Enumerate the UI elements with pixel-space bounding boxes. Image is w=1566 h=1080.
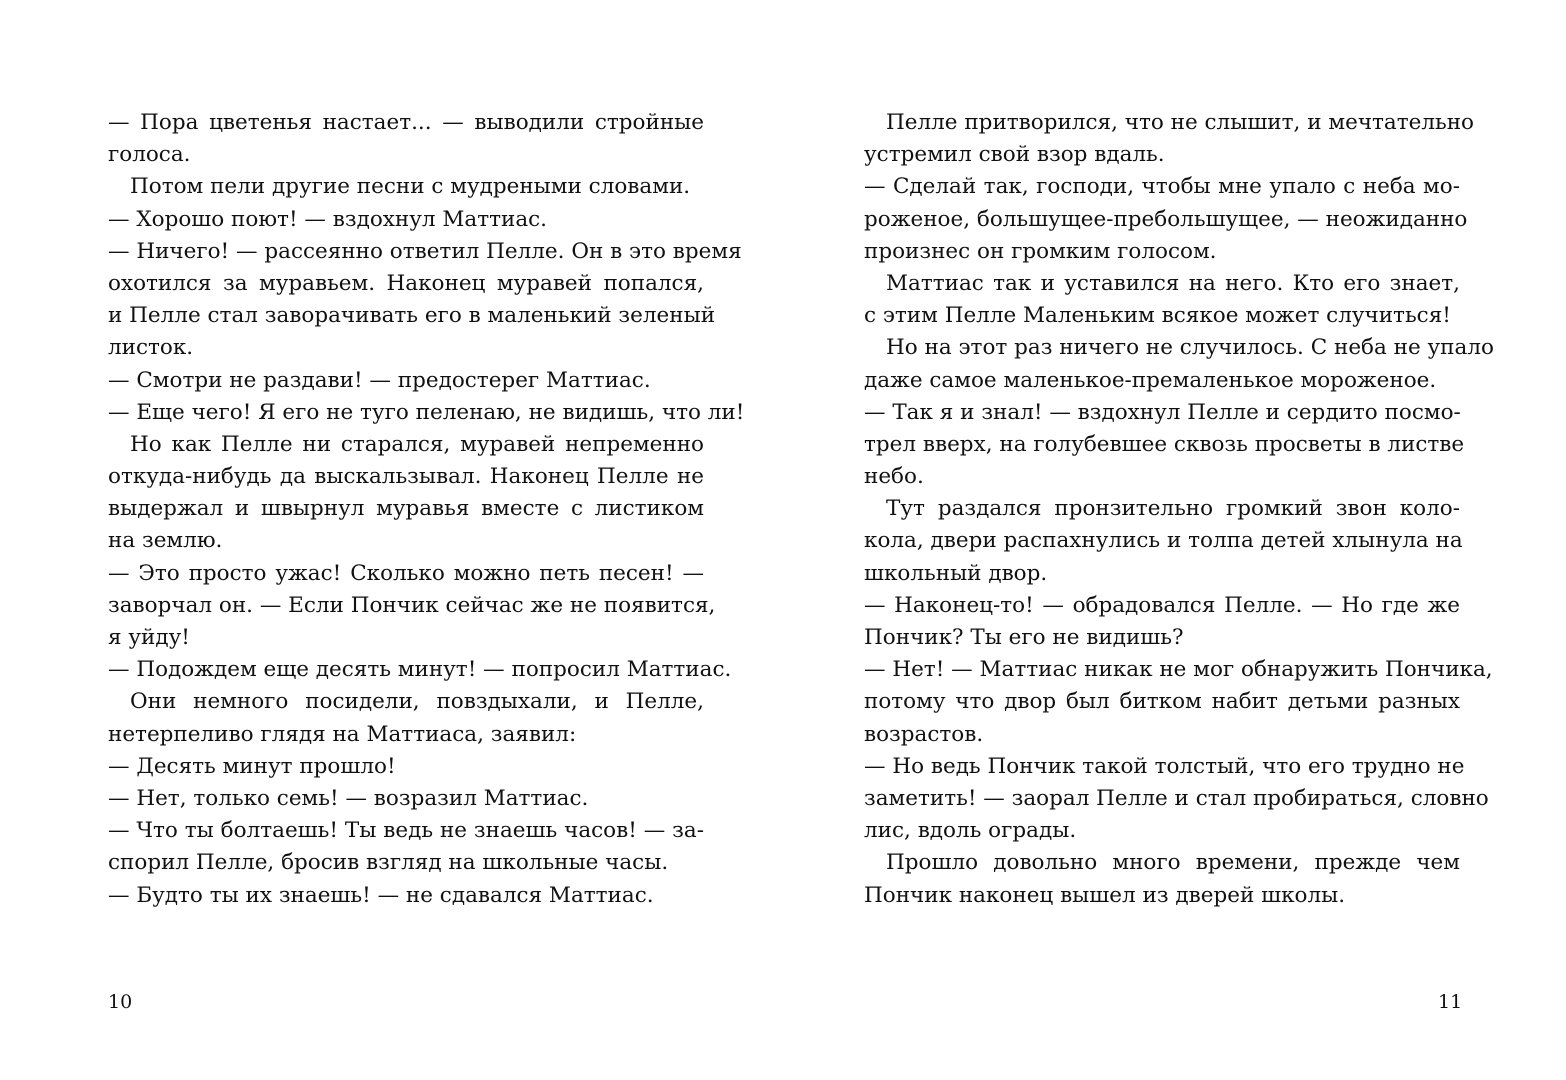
text-line: — Так я и знал! — вздохнул Пелле и сердито посмо- [864,399,1461,425]
text-line: Пелле притворился, что не слышит, и мечтательно [886,110,1474,135]
text-line: — Сделай так, господи, чтобы мне упало с неба мо- [864,174,1460,200]
text-line: нетерпеливо глядя на Маттиаса, заявил: [108,721,577,747]
text-line: Они немного посидели, повздыхали, и Пелле, [130,689,704,715]
text-line: Но как Пелле ни старался, муравей непременно [130,431,704,457]
text-line: выдержал и швырнул муравья вместе с листиком [108,496,704,522]
text-line: произнес он громким голосом. [864,238,1217,264]
text-line: заворчал он. — Если Пончик сейчас же не появится, [108,592,716,618]
text-line: спорил Пелле, бросив взгляд на школьные часы. [108,850,669,876]
text-line: заметить! — заорал Пелле и стал пробираться, словно [864,785,1489,811]
text-line: роженое, большущее-пребольшущее, — неожиданно [864,206,1468,232]
text-line: — Подождем еще десять минут! — попросил Маттиас. [108,657,732,683]
text-line: я уйду! [108,625,190,650]
text-line: — Что ты болтаешь! Ты ведь не знаешь часов! — за- [108,818,704,844]
text-line: — Но ведь Пончик такой толстый, что его трудно не [864,753,1465,779]
text-line: Потом пели другие песни с мудреными словами. [130,174,691,200]
text-line: небо. [864,464,924,490]
text-line: — Еще чего! Я его не туго пеленаю, не видишь, что ли! [108,399,745,425]
text-line: Пончик наконец вышел из дверей школы. [864,882,1346,908]
page-number-left: 10 [108,991,133,1013]
text-line: трел вверх, на голубевшее сквозь просветы в листве [864,431,1465,457]
text-line: Но на этот раз ничего не случилось. С неба не упало [886,335,1494,361]
page-number-right: 11 [1438,991,1463,1013]
left-page-text [108,107,745,912]
text-line: — Смотри не раздави! — предостерег Маттиас. [108,367,651,393]
text-line: возрастов. [864,721,984,747]
text-line: — Десять минут прошло! [108,753,396,779]
text-line: лис, вдоль ограды. [864,818,1077,844]
text-line: Тут раздался пронзительно громкий звон коло- [886,496,1460,522]
text-line: — Нет, только семь! — возразил Маттиас. [108,785,589,811]
text-line: устремил свой взор вдаль. [864,142,1165,168]
text-line: — Хорошо поют! — вздохнул Маттиас. [108,206,548,232]
text-line: и Пелле стал заворачивать его в маленький зеленый [108,303,716,329]
text-line: — Это просто ужас! Сколько можно петь песен! — [108,560,704,586]
text-line: на землю. [108,528,223,554]
text-line: даже самое маленькое-премаленькое мороженое. [864,367,1437,393]
text-line: школьный двор. [864,560,1048,586]
text-line: охотился за муравьем. Наконец муравей попался, [108,270,704,296]
text-line: голоса. [108,142,191,168]
text-line: кола, двери распахнулись и толпа детей хлынула на [864,528,1463,554]
right-page-text [864,107,1494,912]
text-line: Маттиас так и уставился на него. Кто его знает, [886,270,1460,296]
text-line: — Наконец-то! — обрадовался Пелле. — Но где же [864,592,1460,618]
text-line: — Ничего! — рассеянно ответил Пелле. Он в это время [108,238,742,264]
text-line: откуда-нибудь да выскальзывал. Наконец Пелле не [108,464,704,490]
text-line: — Нет! — Маттиас никак не мог обнаружить Пончика, [864,657,1493,683]
text-line: с этим Пелле Маленьким всякое может случиться! [864,303,1451,329]
text-line: Прошло довольно много времени, прежде чем [886,850,1460,876]
text-line: листок. [108,335,194,361]
text-line: Пончик? Ты его не видишь? [864,625,1184,650]
text-line: — Будто ты их знаешь! — не сдавался Маттиас. [108,882,654,908]
text-line: потому что двор был битком набит детьми разных [864,689,1460,715]
text-line: — Пора цветенья настает... — выводили стройные [108,110,704,135]
